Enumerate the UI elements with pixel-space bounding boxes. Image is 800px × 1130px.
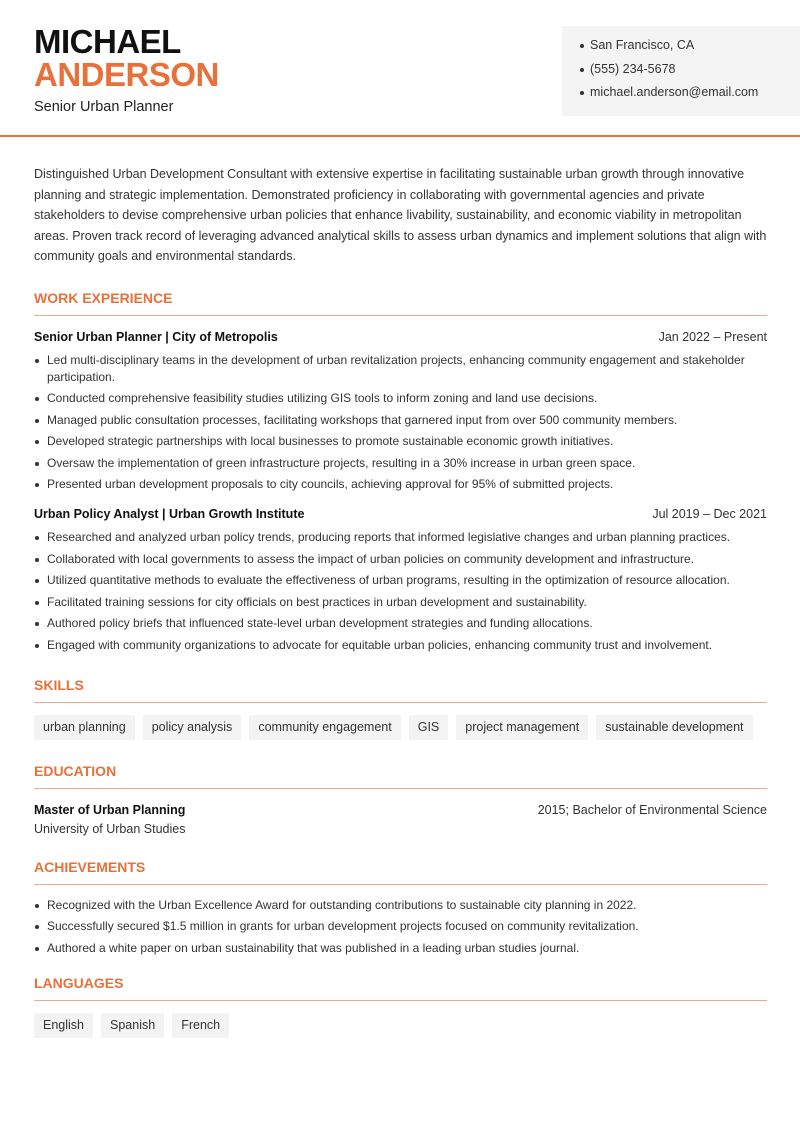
list-item: Collaborated with local governments to assess the impact of urban policies on community development and infrastructure. — [34, 551, 767, 568]
skill-tag: project management — [456, 715, 588, 740]
list-item: Authored policy briefs that influenced state-level urban development strategies and funding allocations. — [34, 615, 767, 632]
list-item: Conducted comprehensive feasibility studies utilizing GIS tools to inform zoning and land use decisions. — [34, 390, 767, 407]
skill-tag: policy analysis — [143, 715, 242, 740]
section-heading-skills: SKILLS — [34, 677, 767, 703]
language-tag: French — [172, 1013, 229, 1038]
list-item: Managed public consultation processes, facilitating workshops that garnered input from over 500 community members. — [34, 412, 767, 429]
job-date: Jul 2019 – Dec 2021 — [652, 507, 767, 521]
language-tag: English — [34, 1013, 93, 1038]
education-detail: 2015; Bachelor of Environmental Science — [537, 802, 767, 817]
contact-email[interactable]: michael.anderson@email.com — [580, 85, 800, 109]
job-bullets — [34, 352, 767, 494]
job-title: Senior Urban Planner — [34, 99, 174, 115]
section-heading-education: EDUCATION — [34, 763, 767, 789]
list-item: Presented urban development proposals to city councils, achieving approval for 95% of submitted projects. — [34, 476, 767, 493]
section-heading-achievements: ACHIEVEMENTS — [34, 859, 767, 885]
skill-tag: GIS — [409, 715, 449, 740]
contact-phone: (555) 234-5678 — [580, 62, 800, 86]
degree: Master of Urban Planning — [34, 802, 186, 817]
job-header — [34, 330, 767, 344]
job-title: Senior Urban Planner | City of Metropolis — [34, 329, 278, 344]
list-item: Successfully secured $1.5 million in grants for urban development projects focused on community revitalization. — [34, 918, 767, 935]
skill-tag: urban planning — [34, 715, 135, 740]
summary: Distinguished Urban Development Consultant with extensive expertise in facilitating sustainable urban growth through innovative planning and strategic implementation. Demonstrated proficiency in collaborating with governmental agencies and private stakeholders to devise comprehensive urban policies that enhance livability, sustainability, and economic viability in metropolitan areas. Proven track record of leveraging advanced analytical skills to assess urban dynamics and implement solutions that align with community goals and environmental standards. — [34, 167, 767, 263]
languages-list — [34, 1013, 767, 1038]
education-entry — [34, 803, 767, 817]
list-item: Utilized quantitative methods to evaluate the effectiveness of urban programs, resulting in the optimization of resource allocation. — [34, 572, 767, 589]
skill-tag: sustainable development — [596, 715, 752, 740]
section-heading-languages: LANGUAGES — [34, 975, 767, 1001]
job-title: Urban Policy Analyst | Urban Growth Institute — [34, 507, 305, 521]
school: University of Urban Studies — [34, 821, 186, 836]
list-item: Researched and analyzed urban policy trends, producing reports that informed legislative changes and urban planning practices. — [34, 529, 767, 546]
contact-location: San Francisco, CA — [580, 38, 800, 62]
list-item: Facilitated training sessions for city officials on best practices in urban development and sustainability. — [34, 594, 767, 611]
job-header — [34, 507, 767, 521]
list-item: Engaged with community organizations to advocate for equitable urban policies, enhancing community trust and involvement. — [34, 637, 767, 654]
job-bullets — [34, 529, 767, 654]
first-name: MICHAEL — [34, 23, 181, 60]
list-item: Recognized with the Urban Excellence Award for outstanding contributions to sustainable city planning in 2022. — [34, 897, 767, 914]
list-item: Authored a white paper on urban sustainability that was published in a leading urban studies journal. — [34, 940, 767, 957]
skills-list — [34, 715, 767, 740]
job-date: Jan 2022 – Present — [658, 329, 767, 344]
list-item: Led multi-disciplinary teams in the development of urban revitalization projects, enhancing community engagement and stakeholder participation. — [34, 352, 767, 386]
last-name: ANDERSON — [34, 56, 219, 93]
section-heading-work: WORK EXPERIENCE — [34, 290, 767, 316]
resume-header — [0, 0, 800, 137]
language-tag: Spanish — [101, 1013, 164, 1038]
contact-box — [562, 26, 800, 116]
list-item: Developed strategic partnerships with local businesses to promote sustainable economic growth initiatives. — [34, 433, 767, 450]
list-item: Oversaw the implementation of green infrastructure projects, resulting in a 30% increase in urban green space. — [34, 455, 767, 472]
skill-tag: community engagement — [249, 715, 400, 740]
achievements-list — [34, 897, 767, 957]
